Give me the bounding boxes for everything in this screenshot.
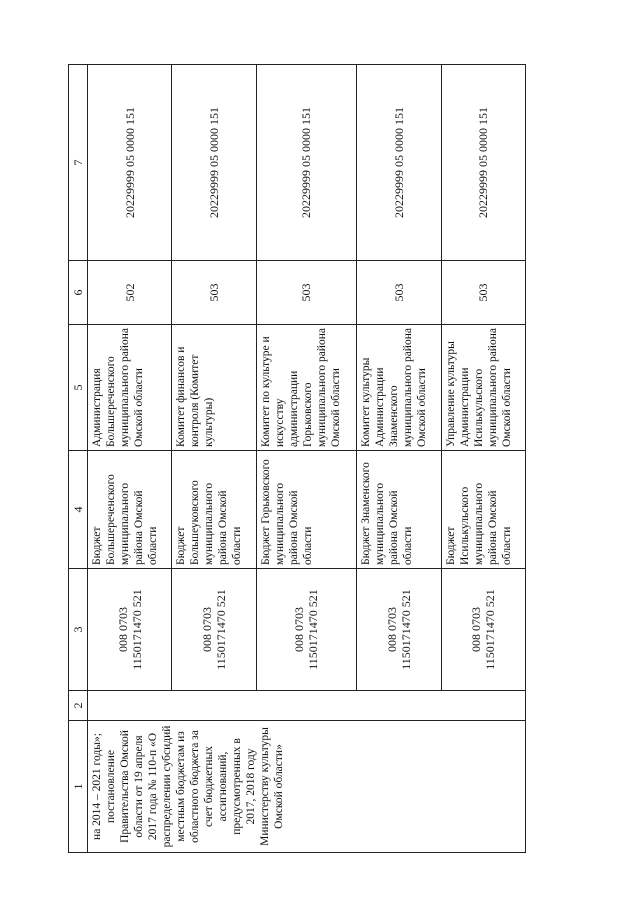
header-col-2: 2 [69, 691, 88, 721]
income-code-cell: 20229999 05 0000 151 [256, 65, 356, 261]
income-code-cell: 20229999 05 0000 151 [172, 65, 256, 261]
table-header-row [69, 65, 88, 853]
budget-cell: Бюджет Большеуковского муниципального района Омской области [172, 451, 256, 569]
budget-table [68, 64, 526, 853]
admin-code-cell: 503 [357, 261, 441, 325]
budget-cell: Бюджет Большереченского муниципального района Омской области [88, 451, 172, 569]
code-cell: 008 0703 1150171470 521 [172, 569, 256, 691]
rotated-table-wrapper [68, 65, 526, 853]
admin-code-cell: 503 [172, 261, 256, 325]
budget-cell: Бюджет Знаменского муниципального района Омской области [357, 451, 441, 569]
budget-cell: Бюджет Горьковского муниципального района Омской области [256, 451, 356, 569]
income-code-cell: 20229999 05 0000 151 [441, 65, 525, 261]
admin-code-cell: 503 [441, 261, 525, 325]
administrator-cell: Комитет финансов и контроля (Комитет культуры) [172, 325, 256, 451]
table-row [88, 65, 172, 853]
lead-description-cell: на 2014 – 2021 годы»; постановление Правительства Омской области от 19 апреля 2017 года № 110-п «О распределении субсидий местным бюджетам из областного бюджета за счет бюджетных ассигнований, предусмотренных в 2017, 2018 году Министерству культуры Омской области» [88, 721, 526, 853]
budget-cell: Бюджет Исилькульского муниципального района Омской области [441, 451, 525, 569]
header-col-4: 4 [69, 451, 88, 569]
code-cell: 008 0703 1150171470 521 [256, 569, 356, 691]
header-col-6: 6 [69, 261, 88, 325]
admin-code-cell: 503 [256, 261, 356, 325]
header-col-3: 3 [69, 569, 88, 691]
code-cell: 008 0703 1150171470 521 [441, 569, 525, 691]
income-code-cell: 20229999 05 0000 151 [88, 65, 172, 261]
header-col-5: 5 [69, 325, 88, 451]
administrator-cell: Комитет по культуре и искусству администрации Горьковского муниципального района Омской области [256, 325, 356, 451]
administrator-cell: Комитет культуры Администрации Знаменского муниципального района Омской области [357, 325, 441, 451]
header-col-7: 7 [69, 65, 88, 261]
administrator-cell: Управление культуры Администрации Исилькульского муниципального района Омской области [441, 325, 525, 451]
income-code-cell: 20229999 05 0000 151 [357, 65, 441, 261]
empty-col-2-cell [88, 691, 526, 721]
header-col-1: 1 [69, 721, 88, 853]
code-cell: 008 0703 1150171470 521 [88, 569, 172, 691]
admin-code-cell: 502 [88, 261, 172, 325]
administrator-cell: Администрация Большереченского муниципального района Омской области [88, 325, 172, 451]
code-cell: 008 0703 1150171470 521 [357, 569, 441, 691]
